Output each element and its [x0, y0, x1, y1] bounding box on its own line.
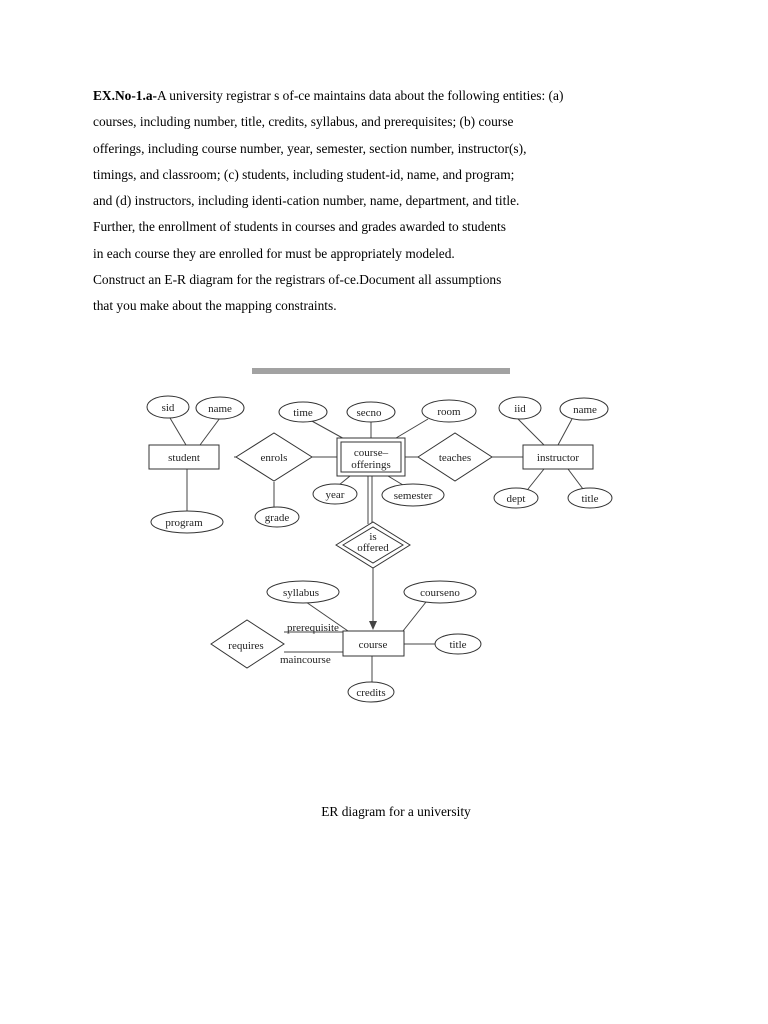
attribute-semester — [382, 484, 444, 506]
svg-text:enrols: enrols — [260, 452, 288, 464]
attribute-syllabus — [267, 581, 339, 603]
exercise-line-9: that you make about the mapping constraints. — [93, 298, 337, 314]
svg-text:secno: secno — [356, 407, 382, 419]
svg-text:course: course — [358, 639, 388, 651]
entity-course — [343, 631, 404, 656]
attribute-secno — [347, 402, 395, 422]
figure-header-remnant — [248, 368, 518, 382]
role-label-maincourse: maincourse — [280, 654, 331, 666]
svg-text:name: name — [573, 404, 597, 416]
entity-student — [149, 445, 219, 469]
svg-text:is: is — [369, 531, 377, 543]
svg-text:sid: sid — [161, 402, 175, 414]
svg-text:course–: course– — [353, 447, 389, 459]
relationship-requires — [211, 620, 284, 668]
attribute-credits — [348, 682, 394, 702]
relationship-is-offered — [336, 522, 410, 568]
entity-instructor — [523, 445, 593, 469]
entity-course-offerings — [337, 438, 405, 476]
svg-text:program: program — [165, 517, 203, 529]
svg-text:requires: requires — [228, 640, 264, 652]
exercise-line-2: courses, including number, title, credits, syllabus, and prerequisites; (b) course — [93, 114, 514, 130]
attribute-program — [151, 511, 223, 533]
svg-text:syllabus: syllabus — [282, 587, 320, 599]
attribute-dept — [494, 488, 538, 508]
svg-text:student: student — [168, 452, 200, 464]
svg-text:grade: grade — [264, 512, 290, 524]
attribute-grade — [255, 507, 299, 527]
exercise-line-8: Construct an E-R diagram for the registrars of-ce.Document all assumptions — [93, 272, 502, 288]
svg-text:offered: offered — [357, 542, 389, 554]
svg-text:dept: dept — [506, 493, 526, 505]
role-label-prerequisite: prerequisite — [287, 622, 339, 634]
attribute-course-title — [435, 634, 481, 654]
svg-text:credits: credits — [356, 687, 386, 699]
attribute-courseno — [404, 581, 476, 603]
svg-text:title: title — [581, 493, 599, 505]
exercise-text — [93, 83, 713, 320]
svg-text:instructor: instructor — [536, 452, 580, 464]
attribute-student-name — [196, 397, 244, 419]
exercise-line-4: timings, and classroom; (c) students, including student-id, name, and program; — [93, 166, 515, 182]
exercise-label: EX.No-1.a- — [93, 88, 157, 103]
attribute-sid — [147, 396, 189, 418]
attribute-time — [279, 402, 327, 422]
exercise-line-6: Further, the enrollment of students in courses and grades awarded to students — [93, 219, 506, 235]
exercise-line-1-text: A university registrar s of-ce maintains data about the following entities: (a) — [156, 88, 564, 103]
svg-text:teaches: teaches — [438, 452, 472, 464]
relationship-enrols — [236, 433, 312, 481]
svg-text:title: title — [449, 639, 467, 651]
exercise-line-1 — [93, 83, 713, 109]
svg-text:iid: iid — [514, 403, 526, 415]
attribute-iid — [499, 397, 541, 419]
svg-text:courseno: courseno — [420, 587, 460, 599]
exercise-line-3: offerings, including course number, year, semester, section number, instructor(s), — [93, 140, 527, 156]
svg-text:semester: semester — [393, 490, 433, 502]
svg-text:room: room — [437, 406, 461, 418]
attribute-instructor-title — [568, 488, 612, 508]
svg-text:name: name — [208, 403, 232, 415]
er-diagram — [140, 368, 620, 708]
er-diagram-figure — [140, 368, 620, 708]
svg-text:time: time — [293, 407, 313, 419]
relationship-teaches — [418, 433, 492, 481]
attribute-instructor-name — [560, 398, 608, 420]
exercise-line-5: and (d) instructors, including identi-cation number, name, department, and title. — [93, 193, 520, 209]
attribute-year — [313, 484, 357, 504]
figure-caption: ER diagram for a university — [321, 804, 471, 819]
attribute-room — [422, 400, 476, 422]
svg-text:year: year — [325, 489, 345, 501]
svg-text:offerings: offerings — [351, 459, 391, 471]
exercise-line-7: in each course they are enrolled for must be appropriately modeled. — [93, 245, 455, 261]
